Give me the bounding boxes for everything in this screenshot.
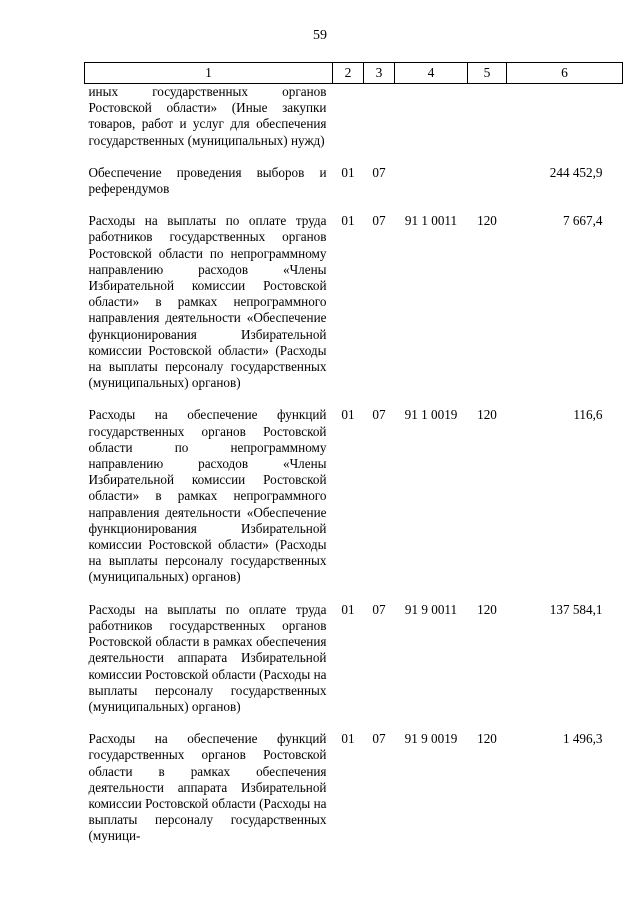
table-row	[85, 407, 623, 601]
row-description: Расходы на выплаты по оплате труда работников государственных органов Ростовской области в рамках обеспечения деятельности аппарата Избирательной комиссии Ростовской области (Расходы на выплаты персоналу государственных (муниципальных) органов)	[88, 601, 327, 714]
budget-table	[84, 62, 623, 861]
header-col-6: 6	[507, 63, 623, 84]
row-target-article: 91 9 0011	[404, 601, 458, 617]
row-amount: 137 584,1	[549, 601, 603, 617]
row-expense-type: 120	[477, 601, 497, 617]
row-expense-type: 120	[477, 731, 497, 747]
row-amount: 116,6	[573, 407, 603, 423]
table-header	[85, 63, 623, 84]
row-target-article	[395, 84, 468, 165]
table-body	[85, 84, 623, 861]
row-amount	[507, 84, 623, 165]
row-amount: 1 496,3	[562, 731, 603, 747]
row-target-article: 91 1 0019	[404, 407, 458, 423]
header-col-3: 3	[364, 63, 395, 84]
table-row	[85, 731, 623, 860]
row-amount: 7 667,4	[562, 213, 603, 229]
row-subsection-code: 07	[372, 164, 386, 180]
row-expense-type	[468, 165, 507, 213]
row-section-code: 01	[341, 164, 355, 180]
row-subsection-code: 07	[372, 731, 386, 747]
header-col-1: 1	[85, 63, 333, 84]
row-expense-type: 120	[477, 407, 497, 423]
row-subsection-code	[364, 84, 395, 165]
row-section-code	[333, 84, 364, 165]
header-row	[85, 63, 623, 84]
row-target-article	[395, 165, 468, 213]
row-target-article: 91 1 0011	[404, 213, 458, 229]
table-row	[85, 165, 623, 213]
table-row	[85, 84, 623, 165]
row-subsection-code: 07	[372, 213, 386, 229]
row-description: иных государственных органов Ростовской области» (Иные закупки товаров, работ и услуг для обеспечения государственных (муниципальных) нужд)	[88, 84, 327, 148]
page-number: 59	[313, 28, 327, 43]
header-col-4: 4	[395, 63, 468, 84]
header-col-5: 5	[468, 63, 507, 84]
row-description: Расходы на обеспечение функций государственных органов Ростовской области по непрограммному направлению расходов «Члены Избирательной комиссии Ростовской области» в рамках непрограммного направления деятельности «Обеспечение функционирования Избирательной комиссии Ростовской области» (Расходы на выплаты персоналу государственных (муниципальных) органов)	[88, 407, 327, 585]
row-section-code: 01	[341, 601, 355, 617]
row-section-code: 01	[341, 407, 355, 423]
header-col-2: 2	[333, 63, 364, 84]
row-description: Обеспечение проведения выборов и референдумов	[88, 164, 327, 197]
row-section-code: 01	[341, 213, 355, 229]
row-amount: 244 452,9	[549, 164, 603, 180]
row-subsection-code: 07	[372, 601, 386, 617]
row-description: Расходы на выплаты по оплате труда работников государственных органов Ростовской области по непрограммному направлению расходов «Члены Избирательной комиссии Ростовской области» в рамках непрограммного направления деятельности «Обеспечение функционирования Избирательной комиссии Ростовской области» (Расходы на выплаты персоналу государственных (муниципальных) органов)	[88, 213, 327, 391]
table-row	[85, 602, 623, 731]
row-expense-type: 120	[477, 213, 497, 229]
row-target-article: 91 9 0019	[404, 731, 458, 747]
row-section-code: 01	[341, 731, 355, 747]
row-expense-type	[468, 84, 507, 165]
row-description: Расходы на обеспечение функций государственных органов Ростовской области в рамках обеспечения деятельности аппарата Избирательной комиссии Ростовской области (Расходы на выплаты персоналу государственных (муници-	[88, 731, 327, 844]
row-subsection-code: 07	[372, 407, 386, 423]
table-row	[85, 213, 623, 407]
